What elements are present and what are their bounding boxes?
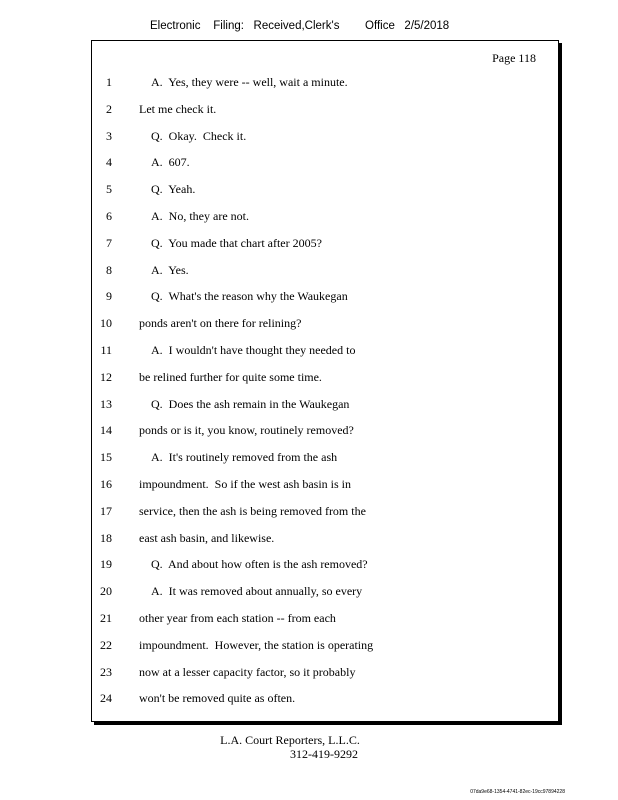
transcript-line [92,129,558,156]
line-number: 7 [106,235,112,250]
line-number: 20 [100,584,112,599]
line-number: 15 [100,450,112,465]
line-text: A. It was removed about annually, so every [151,584,363,599]
line-text: now at a lesser capacity factor, so it probably [139,664,356,679]
transcript-line [92,102,558,129]
line-text: Q. You made that chart after 2005? [151,235,322,250]
transcript-page [91,40,559,722]
reporter-phone: 312-419-9292 [290,747,358,761]
line-number: 12 [100,369,112,384]
page-number: Page 118 [492,51,536,65]
transcript-line [92,611,558,638]
line-text: A. Yes. [151,262,189,277]
line-text: Let me check it. [139,101,217,116]
line-text: other year from each station -- from each [139,610,336,625]
line-number: 11 [100,342,112,357]
transcript-line [92,665,558,692]
line-number: 2 [106,101,112,116]
transcript-line [92,289,558,316]
transcript-line [92,477,558,504]
reporter-company: L.A. Court Reporters, L.L.C. [220,733,360,747]
transcript-line [92,263,558,290]
transcript-line [92,316,558,343]
transcript-line [92,343,558,370]
transcript-line [92,423,558,450]
line-number: 5 [106,182,112,197]
line-number: 22 [100,637,112,652]
transcript-line [92,691,558,718]
line-number: 8 [106,262,112,277]
transcript-line [92,557,558,584]
line-text: A. 607. [151,155,190,170]
line-number: 19 [100,557,112,572]
transcript-line [92,531,558,558]
line-text: Q. Does the ash remain in the Waukegan [151,396,350,411]
line-number: 16 [100,476,112,491]
line-number: 10 [100,316,112,331]
line-number: 3 [106,128,112,143]
line-text: east ash basin, and likewise. [139,530,275,545]
line-number: 21 [100,610,112,625]
line-text: A. Yes, they were -- well, wait a minute. [151,75,348,89]
transcript-line [92,75,558,102]
line-text: won't be removed quite as often. [139,691,296,706]
line-text: A. No, they are not. [151,208,249,223]
transcript-line [92,504,558,531]
page-footer [0,733,618,761]
document-id: 07da9e68-1354-4741-82ec-19cc97894228 [470,789,565,795]
line-text: Q. Yeah. [151,182,196,197]
transcript-line [92,397,558,424]
line-number: 18 [100,530,112,545]
transcript-line [92,236,558,263]
line-text: A. I wouldn't have thought they needed to [151,342,356,357]
line-text: Q. What's the reason why the Waukegan [151,289,348,304]
line-text: ponds aren't on there for relining? [139,316,302,331]
transcript-line [92,370,558,397]
transcript-line [92,638,558,665]
transcript-line [92,450,558,477]
line-text: Q. Okay. Check it. [151,128,247,143]
line-text: impoundment. So if the west ash basin is in [139,476,351,491]
line-number: 17 [100,503,112,518]
line-number: 6 [106,208,112,223]
transcript-line [92,155,558,182]
transcript-line [92,182,558,209]
line-text: ponds or is it, you know, routinely removed? [139,423,354,438]
line-number: 24 [100,691,112,706]
line-number: 1 [106,75,112,89]
line-text: Q. And about how often is the ash removed? [151,557,368,572]
line-text: A. It's routinely removed from the ash [151,450,338,465]
filing-stamp-header: Electronic Filing: Received,Clerk's Office 2/5/2018 [150,20,450,32]
line-number: 4 [106,155,112,170]
line-number: 23 [100,664,112,679]
line-text: be relined further for quite some time. [139,369,322,384]
line-text: impoundment. However, the station is operating [139,637,374,652]
transcript-line [92,584,558,611]
line-number: 9 [106,289,112,304]
line-number: 13 [100,396,112,411]
line-number: 14 [100,423,112,438]
transcript-lines [92,75,558,718]
transcript-line [92,209,558,236]
line-text: service, then the ash is being removed from the [139,503,366,518]
